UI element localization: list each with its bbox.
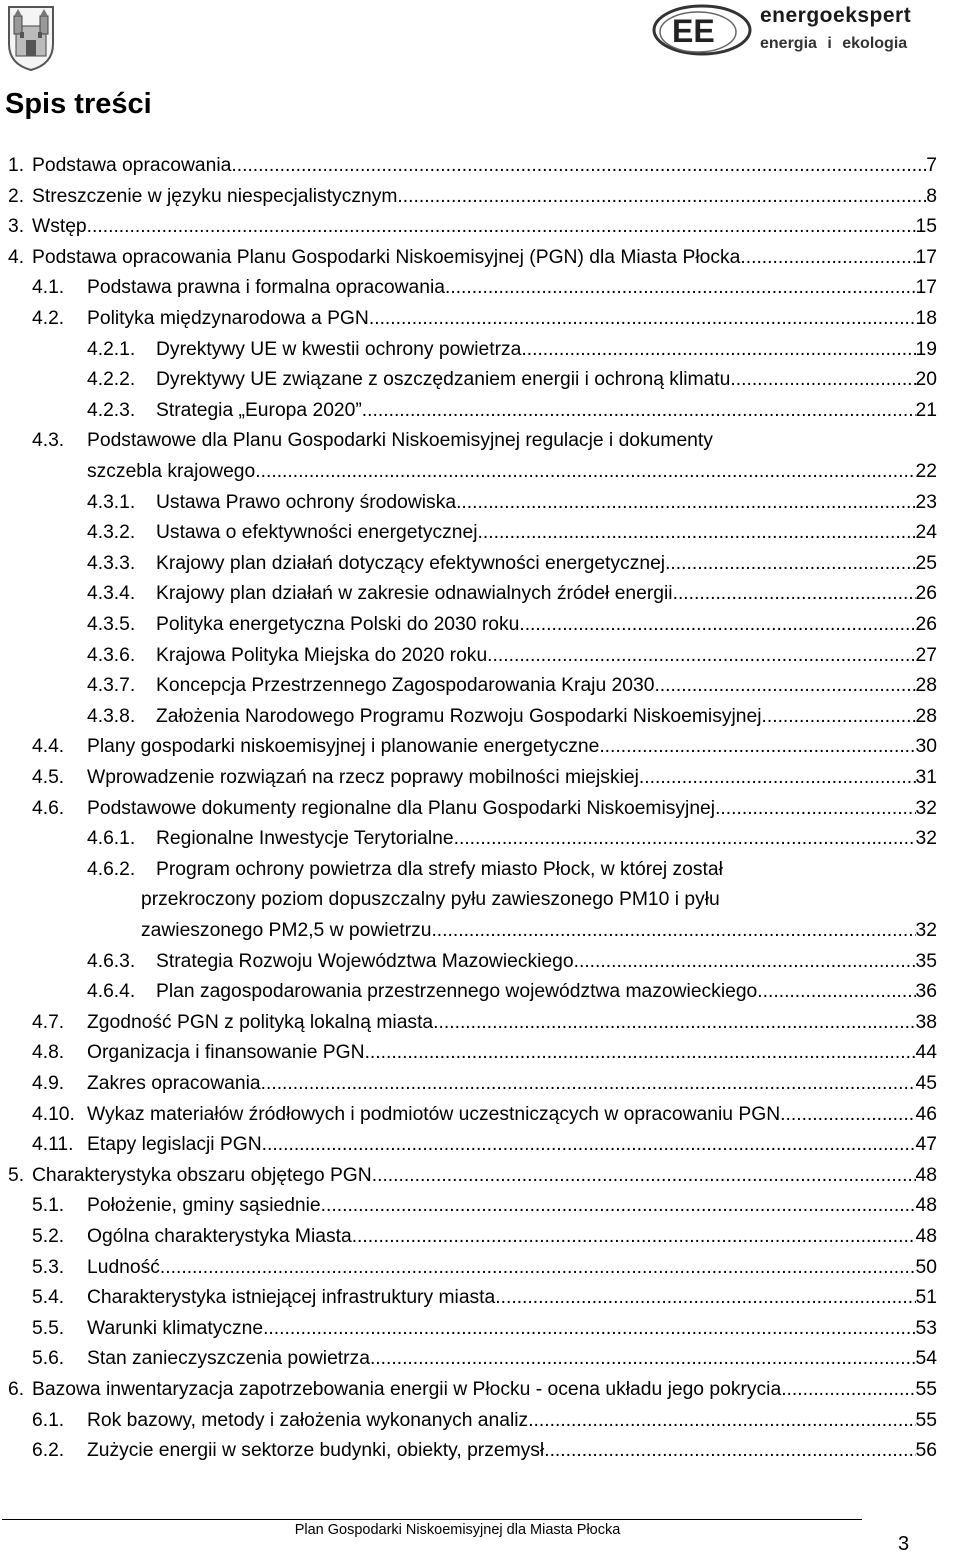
toc-entry[interactable]	[0, 826, 960, 852]
toc-entry-number: 6.2.	[32, 1440, 65, 1462]
ee-logo-icon	[652, 4, 752, 56]
toc-entry-page: 20	[915, 369, 937, 391]
toc-entry-number: 4.8.	[32, 1042, 65, 1064]
toc-entry-number: 4.3.5.	[87, 614, 136, 635]
toc-entry[interactable]	[0, 1010, 960, 1036]
toc-leader-dots	[365, 1040, 916, 1066]
toc-entry-title: Strategia Rozwoju Województwa Mazowieckiego	[156, 950, 574, 972]
toc-entry-number: 5.	[8, 1164, 25, 1186]
toc-entry-number: 4.	[8, 246, 25, 268]
toc-entry[interactable]	[0, 765, 960, 791]
toc-leader-dots	[487, 643, 915, 669]
toc-leader-dots	[454, 826, 916, 852]
toc-entry-number: 4.9.	[32, 1073, 65, 1094]
toc-entry-number: 6.1.	[32, 1409, 65, 1431]
toc-leader-dots	[495, 1285, 915, 1311]
toc-entry[interactable]	[0, 306, 960, 332]
toc-entry-page: 55	[915, 1409, 937, 1431]
city-crest-logo	[6, 4, 56, 72]
toc-entry-title: Etapy legislacji PGN	[87, 1134, 262, 1156]
toc-entry-page: 54	[915, 1348, 937, 1370]
toc-leader-dots	[599, 734, 915, 760]
toc-entry-number: 3.	[8, 216, 25, 238]
toc-entry[interactable]	[0, 490, 960, 516]
toc-entry[interactable]	[0, 1193, 960, 1219]
toc-leader-dots	[456, 490, 915, 516]
toc-entry-title: Krajowy plan działań dotyczący efektywności energetycznej	[156, 552, 666, 574]
toc-leader-dots	[528, 1408, 915, 1434]
toc-entry-title: Podstawowe dokumenty regionalne dla Planu Gospodarki Niskoemisyjnej	[87, 797, 716, 819]
toc-entry-number: 4.5.	[32, 767, 65, 788]
toc-leader-dots	[370, 1346, 916, 1372]
page-number: 3	[898, 1533, 910, 1555]
toc-entry[interactable]	[0, 918, 960, 944]
toc-entry-page: 53	[915, 1317, 937, 1339]
toc-leader-dots	[715, 796, 915, 822]
toc-entry-title: Organizacja i finansowanie PGN	[87, 1042, 365, 1064]
toc-entry-number: 2.	[8, 185, 25, 207]
toc-leader-dots	[262, 1132, 916, 1158]
toc-entry-title: Regionalne Inwestycje Terytorialne	[156, 828, 454, 850]
toc-entry[interactable]	[0, 337, 960, 363]
toc-leader-dots	[362, 398, 916, 424]
toc-entry[interactable]	[0, 734, 960, 760]
toc-entry-continuation: Podstawowe dla Planu Gospodarki Niskoemisyjnej regulacje i dokumenty	[87, 430, 713, 452]
toc-entry-page: 55	[915, 1379, 937, 1400]
toc-entry-number: 4.6.4.	[87, 981, 136, 1003]
toc-entry[interactable]	[0, 459, 960, 485]
toc-entry-number: 4.6.3.	[87, 950, 136, 972]
toc-entry-title: Założenia Narodowego Programu Rozwoju Gospodarki Niskoemisyjnej	[156, 705, 762, 727]
toc-entry-page: 25	[915, 552, 937, 574]
toc-entry-page: 48	[915, 1164, 937, 1186]
toc-entry-title: Bazowa inwentaryzacja zapotrzebowania energii w Płocku - ocena układu jego pokrycia	[32, 1379, 782, 1400]
toc-entry[interactable]	[0, 1132, 960, 1158]
toc-entry[interactable]	[0, 398, 960, 424]
toc-entry-number: 4.10.	[32, 1103, 75, 1125]
toc-entry-page: 32	[915, 920, 937, 941]
toc-leader-dots	[369, 306, 916, 332]
toc-entry-page: 27	[915, 644, 937, 666]
toc-entry[interactable]	[0, 1255, 960, 1281]
toc-entry-number: 4.11.	[32, 1134, 74, 1156]
toc-entry-number: 4.3.6.	[87, 644, 136, 666]
toc-entry-title: zawieszonego PM2,5 w powietrzu	[141, 920, 432, 941]
toc-entry[interactable]	[0, 1102, 960, 1128]
toc-entry-page: 47	[915, 1134, 937, 1156]
toc-entry-page: 48	[915, 1195, 937, 1217]
toc-entry-page: 50	[915, 1256, 937, 1278]
toc-entry-title: Charakterystyka istniejącej infrastruktury miasta	[87, 1287, 496, 1309]
toc-entry-page: 31	[915, 767, 937, 788]
toc-entry-number: 4.4.	[32, 736, 65, 758]
toc-leader-dots	[87, 214, 916, 240]
toc-leader-dots	[352, 1224, 916, 1250]
toc-entry-page: 45	[915, 1073, 937, 1094]
toc-entry-number: 4.2.1.	[87, 338, 136, 360]
toc-entry-number: 5.1.	[32, 1195, 65, 1217]
toc-entry-title: Podstawa opracowania Planu Gospodarki Niskoemisyjnej (PGN) dla Miasta Płocka	[32, 246, 741, 268]
toc-entry-page: 15	[915, 216, 937, 238]
toc-entry-number: 4.3.	[32, 430, 65, 452]
toc-entry-title: Zgodność PGN z polityką lokalną miasta	[87, 1011, 434, 1033]
toc-entry-number: 4.6.	[32, 797, 65, 819]
logo-name: energoekspert	[760, 4, 912, 27]
toc-entry-page: 28	[915, 705, 937, 727]
toc-entry[interactable]	[0, 1224, 960, 1250]
toc-entry-title: Wprowadzenie rozwiązań na rzecz poprawy mobilności miejskiej	[87, 767, 639, 788]
toc-entry-number: 4.3.1.	[87, 491, 136, 513]
toc-entry-title: Plany gospodarki niskoemisyjnej i planowanie energetyczne	[87, 736, 600, 758]
toc-entry-number: 4.2.	[32, 308, 65, 329]
toc-leader-dots	[639, 765, 916, 791]
toc-entry-continuation: przekroczony poziom dopuszczalny pyłu zawieszonego PM10 i pyłu	[141, 889, 720, 911]
toc-entry-title: Polityka energetyczna Polski do 2030 roku	[156, 614, 520, 635]
toc-entry[interactable]	[0, 551, 960, 577]
toc-entry[interactable]	[0, 796, 960, 822]
toc-entry-page: 38	[915, 1011, 937, 1033]
toc-entry-title: Ustawa o efektywności energetycznej	[156, 522, 478, 544]
toc-entry-title: Ustawa Prawo ochrony środowiska	[156, 491, 457, 513]
toc-entry-page: 56	[915, 1440, 937, 1462]
toc-entry[interactable]	[0, 245, 960, 271]
toc-entry[interactable]	[0, 520, 960, 546]
toc-entry-page: 32	[915, 828, 937, 850]
toc-entry-title: Rok bazowy, metody i założenia wykonanych analiz	[87, 1409, 529, 1431]
toc-entry[interactable]	[0, 581, 960, 607]
toc-leader-dots	[574, 949, 916, 975]
toc-leader-dots	[762, 704, 916, 730]
logo-mark: EE	[672, 13, 715, 49]
toc-entry-title: Koncepcja Przestrzennego Zagospodarowania Kraju 2030	[156, 675, 655, 697]
toc-entry-number: 1.	[8, 155, 25, 176]
toc-entry-title: Ludność	[87, 1256, 160, 1278]
toc-entry[interactable]	[0, 979, 960, 1005]
toc-entry-page: 17	[915, 277, 937, 299]
toc-entry[interactable]	[0, 1377, 960, 1403]
toc-entry[interactable]	[0, 153, 960, 179]
energoekspert-logo	[652, 2, 942, 60]
toc-entry-page: 21	[915, 399, 937, 421]
toc-leader-dots	[431, 918, 915, 944]
toc-entry-number: 4.3.4.	[87, 583, 136, 605]
toc-entry-page: 44	[915, 1042, 937, 1064]
toc-leader-dots	[255, 459, 915, 485]
toc-entry-title: Ogólna charakterystyka Miasta	[87, 1226, 352, 1247]
toc-entry-number: 4.3.3.	[87, 552, 136, 574]
logo-tagline: energia i ekologia	[760, 35, 908, 52]
toc-entry-number: 5.4.	[32, 1287, 65, 1309]
toc-entry-title: Strategia „Europa 2020”	[156, 399, 362, 421]
toc-entry-page: 30	[915, 736, 937, 758]
toc-entry[interactable]	[0, 673, 960, 699]
toc-entry-page: 36	[915, 981, 937, 1003]
toc-entry-number: 4.3.2.	[87, 522, 136, 544]
toc-entry-number: 5.2.	[32, 1226, 65, 1247]
toc-entry-title: Plan zagospodarowania przestrzennego województwa mazowieckiego	[156, 981, 758, 1003]
footer-divider	[2, 1519, 862, 1520]
toc-entry[interactable]	[0, 1438, 960, 1464]
toc-entry-title: Polityka międzynarodowa a PGN	[87, 308, 369, 329]
toc-entry-page: 18	[915, 308, 937, 329]
toc-entry-title: Krajowa Polityka Miejska do 2020 roku	[156, 644, 488, 666]
toc-entry-number: 4.2.3.	[87, 399, 136, 421]
toc-entry[interactable]	[0, 1163, 960, 1189]
toc-entry[interactable]	[0, 1346, 960, 1372]
toc-entry-page: 22	[915, 461, 937, 482]
toc-leader-dots	[231, 153, 926, 179]
toc-leader-dots	[780, 1102, 915, 1128]
toc-entry[interactable]	[0, 1316, 960, 1342]
toc-entry-title: Dyrektywy UE w kwestii ochrony powietrza	[156, 338, 522, 360]
toc-entry-number: 6.	[8, 1379, 25, 1400]
toc-leader-dots	[730, 367, 915, 393]
toc-entry-title: Wykaz materiałów źródłowych i podmiotów uczestniczących w opracowaniu PGN	[87, 1103, 781, 1125]
toc-entry[interactable]	[0, 704, 960, 730]
toc-entry[interactable]	[0, 643, 960, 669]
toc-entry-number: 4.6.1.	[87, 828, 136, 850]
toc-entry-title: Zakres opracowania	[87, 1073, 261, 1094]
toc-entry-title: Wstęp	[32, 216, 87, 238]
toc-entry-page: 17	[915, 246, 937, 268]
toc-entry[interactable]	[0, 1071, 960, 1097]
toc-entry-title: Stan zanieczyszczenia powietrza	[87, 1348, 370, 1370]
toc-entry-number: 4.6.2.	[87, 858, 136, 880]
toc-entry-title: Krajowy plan działań w zakresie odnawialnych źródeł energii	[156, 583, 673, 605]
toc-entry[interactable]	[0, 1040, 960, 1066]
toc-entry-number: 4.7.	[32, 1011, 65, 1033]
toc-entry[interactable]	[0, 184, 960, 210]
toc-entry-page: 35	[915, 950, 937, 972]
toc-entry-page: 51	[915, 1287, 937, 1309]
toc-entry-title: Dyrektywy UE związane z oszczędzaniem energii i ochroną klimatu	[156, 369, 731, 391]
toc-entry-title: Streszczenie w języku niespecjalistycznym	[32, 185, 398, 207]
toc-entry-title: Warunki klimatyczne	[87, 1317, 264, 1339]
toc-entry-number: 5.3.	[32, 1256, 65, 1278]
toc-leader-dots	[521, 337, 915, 363]
toc-leader-dots	[757, 979, 915, 1005]
toc-entry[interactable]	[0, 214, 960, 240]
toc-leader-dots	[781, 1377, 915, 1403]
toc-entry-number: 4.3.7.	[87, 675, 136, 697]
toc-leader-dots	[544, 1438, 915, 1464]
toc-entry-page: 32	[915, 797, 937, 819]
toc-leader-dots	[433, 1010, 915, 1036]
toc-entry-page: 48	[915, 1226, 937, 1247]
toc-entry-page: 26	[915, 583, 937, 605]
toc-leader-dots	[321, 1193, 916, 1219]
toc-entry-number: 4.1.	[32, 277, 65, 299]
toc-leader-dots	[673, 581, 916, 607]
toc-entry-number: 4.3.8.	[87, 705, 136, 727]
toc-leader-dots	[740, 245, 915, 271]
toc-entry[interactable]	[0, 949, 960, 975]
toc-entry-continuation: Program ochrony powietrza dla strefy miasto Płock, w której został	[156, 858, 723, 880]
toc-entry-page: 28	[915, 675, 937, 697]
toc-entry-page: 7	[926, 155, 937, 176]
toc-entry-title: szczebla krajowego	[87, 461, 256, 482]
footer-text: Plan Gospodarki Niskoemisyjnej dla Miasta Płocka	[294, 1522, 621, 1538]
toc-leader-dots	[261, 1071, 916, 1097]
toc-leader-dots	[519, 612, 915, 638]
toc-entry-title: Podstawa opracowania	[32, 155, 232, 176]
toc-leader-dots	[445, 275, 916, 301]
toc-leader-dots	[478, 520, 916, 546]
toc-entry[interactable]	[0, 1285, 960, 1311]
toc-entry-number: 5.6.	[32, 1348, 65, 1370]
toc-leader-dots	[160, 1255, 916, 1281]
toc-title: Spis treści	[5, 88, 152, 120]
toc-entry-title: Charakterystyka obszaru objętego PGN	[32, 1164, 372, 1186]
toc-leader-dots	[397, 184, 926, 210]
toc-entry-page: 23	[915, 491, 937, 513]
toc-entry-page: 8	[926, 185, 937, 207]
toc-leader-dots	[665, 551, 915, 577]
toc-entry[interactable]	[0, 275, 960, 301]
toc-leader-dots	[654, 673, 915, 699]
toc-entry-title: Zużycie energii w sektorze budynki, obiekty, przemysł	[87, 1440, 545, 1462]
toc-entry-page: 19	[915, 338, 937, 360]
toc-entry-page: 46	[915, 1103, 937, 1125]
toc-entry-title: Położenie, gminy sąsiednie	[87, 1195, 321, 1217]
toc-entry-page: 26	[915, 614, 937, 635]
toc-entry[interactable]	[0, 612, 960, 638]
toc-entry[interactable]	[0, 367, 960, 393]
toc-entry-title: Podstawa prawna i formalna opracowania	[87, 277, 445, 299]
toc-entry[interactable]	[0, 1408, 960, 1434]
toc-entry-number: 4.2.2.	[87, 369, 136, 391]
toc-leader-dots	[263, 1316, 915, 1342]
toc-entry-number: 5.5.	[32, 1317, 65, 1339]
toc-entry-page: 24	[915, 522, 937, 544]
toc-leader-dots	[372, 1163, 916, 1189]
